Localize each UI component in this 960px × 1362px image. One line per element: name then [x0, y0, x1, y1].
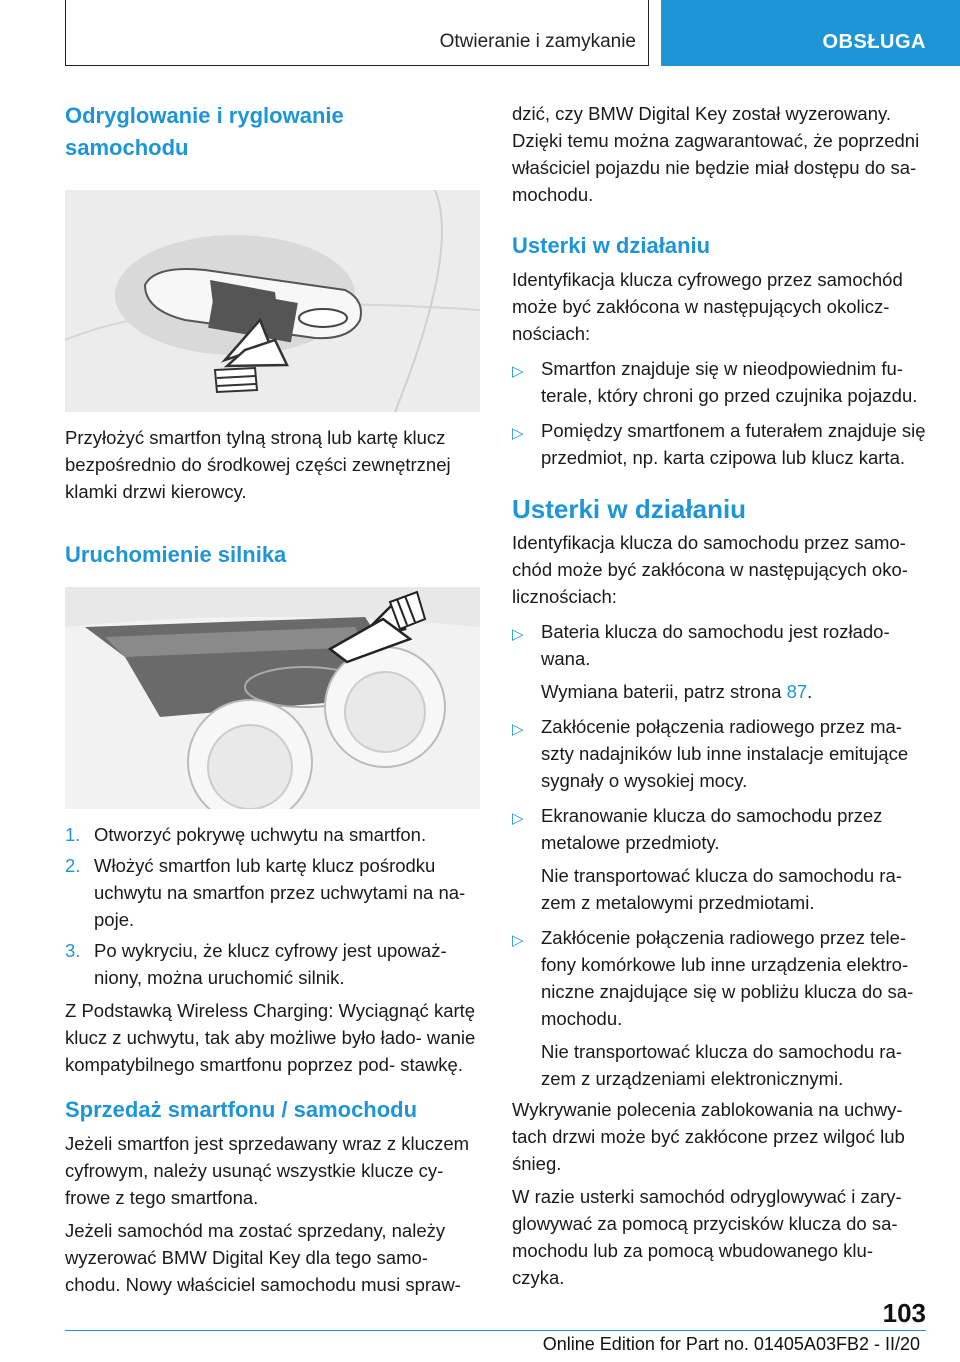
list-item: [512, 802, 930, 916]
bullet-subtext: Nie transportować klucza do samochodu ra- zem z metalowymi przedmiotami.: [541, 865, 902, 913]
fault-1-list: [512, 355, 930, 471]
heading-fault-1: Usterki w działaniu: [512, 233, 711, 258]
step-text: Otworzyć pokrywę uchwytu na smartfon.: [94, 824, 427, 845]
bullet-subtext: Nie transportować klucza do samochodu ra- zem z urządzeniami elektronicznymi.: [541, 1041, 902, 1089]
triangle-bullet-icon: ▷: [512, 721, 524, 738]
step-number: 1.: [65, 824, 81, 845]
paragraph-sale-1: Jeżeli smartfon jest sprzedawany wraz z kluczem cyfrowym, należy usunąć wszystkie klucze cy- frowe z tego smartfona.: [65, 1133, 470, 1208]
bullet-text: Pomiędzy smartfonem a futerałem znajduje się przedmiot, np. karta czipowa lub klucz karta.: [541, 420, 926, 468]
triangle-bullet-icon: ▷: [512, 626, 524, 643]
left-column: [65, 100, 480, 1298]
bullet-text: Smartfon znajduje się w nieodpowiednim fu- terale, który chroni go przed czujnika pojazdu.: [541, 358, 918, 406]
list-item: [512, 618, 930, 705]
list-item: [512, 417, 930, 471]
paragraph-moisture: Wykrywanie polecenia zablokowania na uchwy- tach drzwi może być zakłócone przez wilgoć lub śnieg.: [512, 1099, 905, 1174]
heading-sale: Sprzedaż smartfonu / samochodu: [65, 1097, 418, 1122]
bullet-text: Bateria klucza do samochodu jest rozłado- wana.: [541, 621, 890, 669]
page-number: 103: [882, 1298, 926, 1328]
paragraph-fault-end: W razie usterki samochód odryglowywać i zary- glowywać za pomocą przycisków klucza do sa- mochodu lub za pomocą wbudowanego klu- czyka.: [512, 1186, 902, 1288]
engine-steps-list: [65, 821, 480, 991]
triangle-bullet-icon: ▷: [512, 363, 524, 380]
door-handle-illustration: [65, 190, 480, 412]
bullet-text: Zakłócenie połączenia radiowego przez ma- szty nadajników lub inne instalacje emitujące sygnały o wysokiej mocy.: [541, 716, 909, 791]
footer-divider: [65, 1330, 926, 1331]
heading-fault-2: Usterki w działaniu: [512, 494, 747, 524]
page-link[interactable]: 87: [786, 681, 808, 702]
door-handle-icon: [65, 190, 480, 412]
step-number: 2.: [65, 855, 81, 876]
bullet-subtext: Wymiana baterii, patrz strona 87.: [541, 681, 813, 702]
triangle-bullet-icon: ▷: [512, 932, 524, 949]
step-text: Włożyć smartfon lub kartę klucz pośrodku uchwytu na smartfon przez uchwytami na na- poje.: [94, 855, 466, 930]
heading-unlock: Odryglowanie i ryglowanie samochodu: [65, 103, 344, 160]
smartphone-holder-illustration: [65, 587, 480, 809]
smartphone-holder-icon: [65, 587, 480, 809]
fault-2-list: [512, 618, 930, 1092]
list-item: [512, 924, 930, 1092]
paragraph-wireless: Z Podstawką Wireless Charging: Wyciągnąć kartę klucz z uchwytu, tak aby możliwe było łado- wanie kompatybilnego smartfonu poprzez pod- stawkę.: [65, 1000, 476, 1075]
paragraph-fault-1: Identyfikacja klucza cyfrowego przez samochód może być zakłócona w następujących okolicz- nościach:: [512, 269, 903, 344]
paragraph-sale-2: Jeżeli samochód ma zostać sprzedany, należy wyzerować BMW Digital Key dla tego samo- chodu. Nowy właściciel samochodu musi spraw-: [65, 1220, 461, 1295]
step-number: 3.: [65, 940, 81, 961]
triangle-bullet-icon: ▷: [512, 425, 524, 442]
list-item: [512, 355, 930, 409]
heading-engine: Uruchomienie silnika: [65, 542, 287, 567]
list-item: [65, 821, 480, 848]
triangle-bullet-icon: ▷: [512, 810, 524, 827]
section-title: OBSŁUGA: [822, 31, 926, 53]
list-item: [65, 937, 480, 991]
footer-edition: Online Edition for Part no. 01405A03FB2 - II/20: [542, 1334, 920, 1354]
step-text: Po wykryciu, że klucz cyfrowy jest upoważ- niony, można uruchomić silnik.: [94, 940, 447, 988]
bullet-text: Ekranowanie klucza do samochodu przez metalowe przedmioty.: [541, 805, 883, 853]
header-chapter-box: [65, 0, 649, 66]
paragraph-fault-2: Identyfikacja klucza do samochodu przez samo- chód może być zakłócona w następujących oko- licznościach:: [512, 532, 908, 607]
bullet-text: Zakłócenie połączenia radiowego przez tele- fony komórkowe lub inne urządzenia elektro- niczne znajdujące się w pobliżu klucza do sa- mochodu.: [541, 927, 914, 1029]
paragraph-unlock: Przyłożyć smartfon tylną stroną lub kartę klucz bezpośrednio do środkowej części zewnętrznej klamki drzwi kierowcy.: [65, 427, 451, 502]
chapter-title: Otwieranie i zamykanie: [439, 31, 636, 52]
header-section-tab[interactable]: [661, 0, 960, 66]
list-item: [65, 852, 480, 933]
paragraph-continued: dzić, czy BMW Digital Key został wyzerowany. Dzięki temu można zagwarantować, że poprzedni właściciel pojazdu nie będzie miał dostępu do sa- mochodu.: [512, 103, 920, 205]
right-column: [512, 100, 930, 1291]
list-item: [512, 713, 930, 794]
